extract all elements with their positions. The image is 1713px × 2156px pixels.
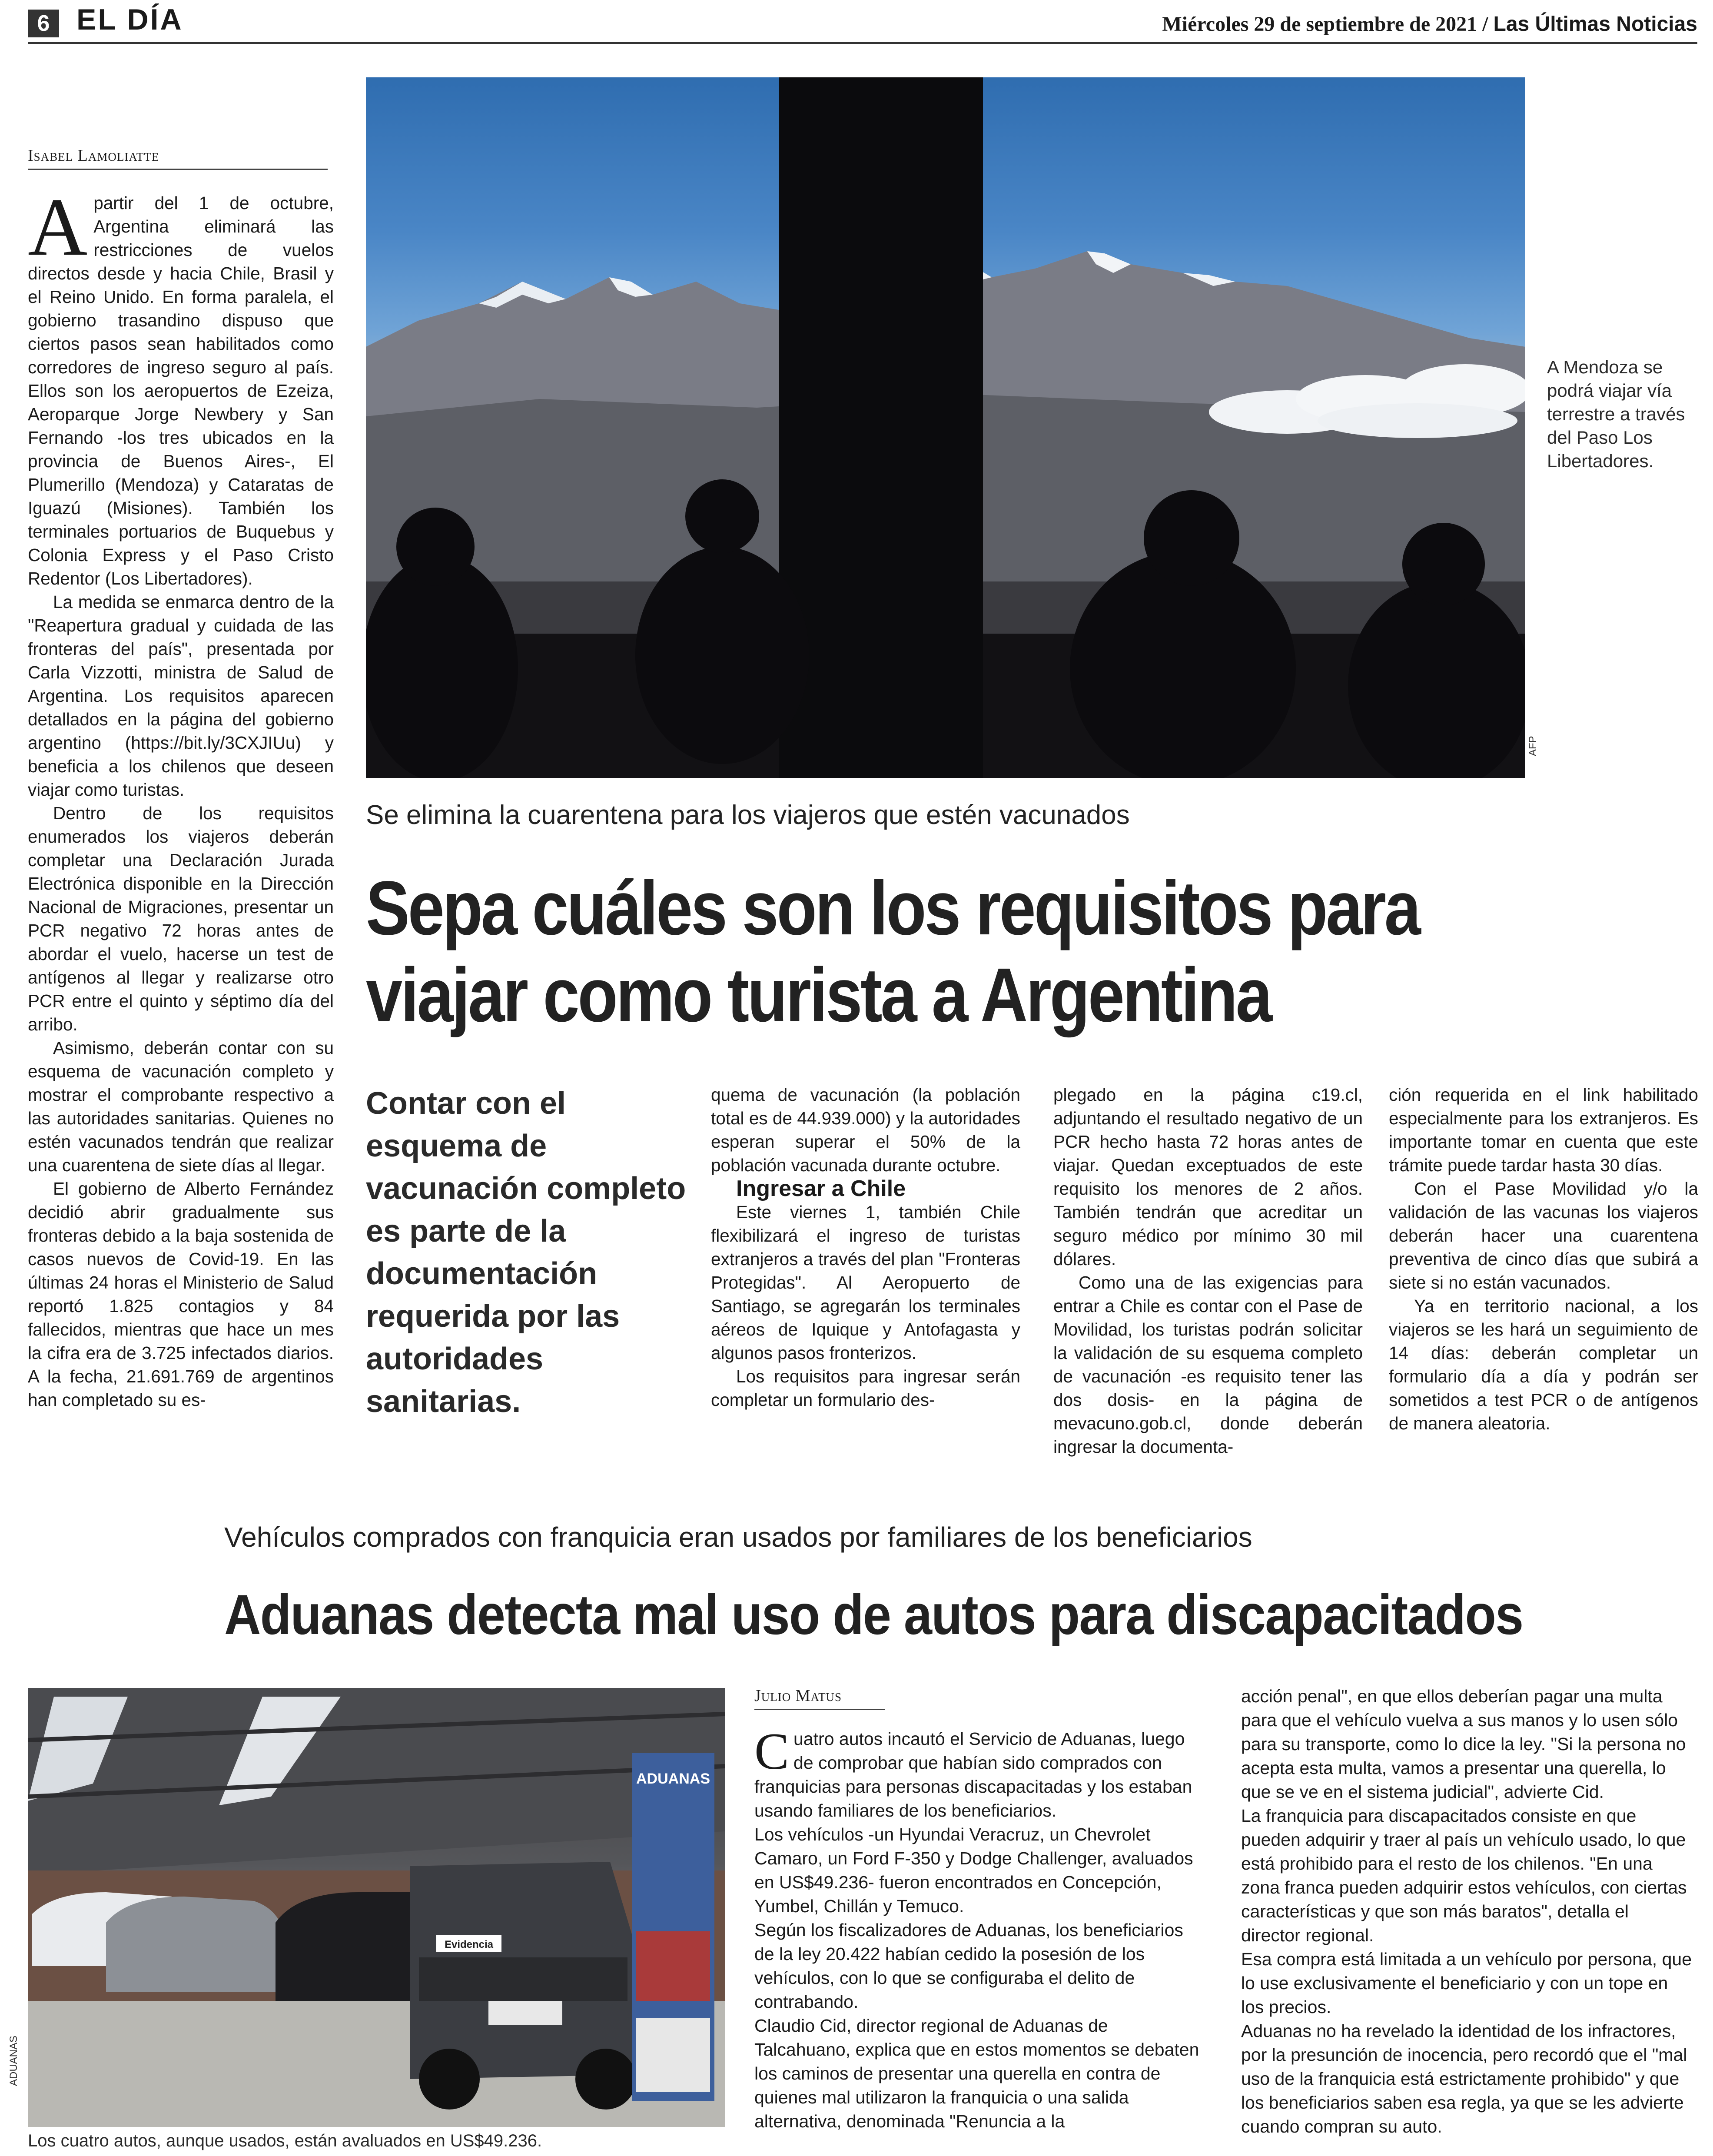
headline-2: Aduanas detecta mal uso de autos para discapacitados (224, 1583, 1523, 1646)
aduanas-photo (28, 1688, 725, 2127)
paragraph: uatro autos incautó el Servicio de Aduanas, luego de comprobar que habían sido comprados con franquicias para personas discapacitadas y los estaban usando familiares de los beneficiarios. (754, 1729, 1192, 1820)
paragraph: La medida se enmarca dentro de la "Reapertura gradual y cuidada de las fronteras del país", presentada por Carla Vizzotti, ministra de Salud de Argentina. Los requisitos aparecen detallados en la página del gobierno argentino (https://bit.ly/3CXJIUu) y beneficia a los chilenos que deseen viajar como turistas. (28, 592, 334, 800)
paragraph: Esa compra está limitada a un vehículo por persona, que lo use exclusivamente el beneficiario y con un tope en los precios. (1241, 1949, 1692, 2017)
mountain-scene (366, 77, 1525, 778)
paragraph: Los requisitos para ingresar serán completar un formulario des- (711, 1366, 1020, 1410)
pull-quote: Contar con el esquema de vacunación completo es parte de la documentación requerida por las autoridades sanitarias. (366, 1086, 686, 1419)
paragraph: plegado en la página c19.cl, adjuntando el resultado negativo de un PCR hecho hasta 72 horas antes de viajar. Quedan exceptuados de este requisito los menores de 2 años. También tendrán que acreditar un seguro médico por mínimo 30 mil dólares. (1053, 1085, 1363, 1269)
section-title: EL DÍA (76, 3, 183, 36)
drop-cap: A (28, 182, 88, 273)
article-column-5 (754, 1722, 1206, 2133)
kicker: Se elimina la cuarentena para los viajeros que estén vacunados (366, 800, 1130, 830)
paragraph: Ya en territorio nacional, a los viajeros se les hará un seguimiento de 14 días: deberán completar un formulario día a día y podrán ser sometidos a test PCR o de antígenos de manera aleatoria. (1389, 1296, 1698, 1433)
paragraph: Dentro de los requisitos enumerados los viajeros deberán completar una Declaración Jurada Electrónica disponible en la Dirección Nacional de Migraciones, presentar un PCR negativo 72 horas antes de abordar el vuelo, hacerse un test de antígenos al llegar y realizarse otro PCR entre el quinto y séptimo día del arribo. (28, 803, 334, 1034)
paragraph: ción requerida en el link habilitado especialmente para los extranjeros. Es importante tomar en cuenta que este trámite puede tardar hasta 30 días. (1389, 1085, 1698, 1175)
article-column-6 (1241, 1684, 1693, 2139)
headline (366, 865, 1562, 1039)
photo-caption: A Mendoza se podrá viajar vía terrestre a través del Paso Los Libertadores. (1547, 357, 1685, 471)
paragraph: La franquicia para discapacitados consiste en que pueden adquirir y traer al país un vehículo usado, lo que está prohibido para el resto de los chilenos. "En una zona franca pueden adquirir estos vehículos, con ciertas características y que son más baratos", detalla el director regional. (1241, 1806, 1687, 1945)
dateline-separator: / (1482, 13, 1488, 36)
subheading: Ingresar a Chile (736, 1176, 906, 1201)
paragraph: quema de vacunación (la población total es de 44.939.000) y la autoridades esperan superar el 50% de la población vacunada durante octubre. (711, 1085, 1020, 1175)
paragraph: Este viernes 1, también Chile flexibilizará el ingreso de turistas extranjeros a través del plan "Fronteras Protegidas". Al Aeropuerto de Santiago, se agregarán los terminales aéreos de Iquique y Antofagasta y algunos pasos fronterizos. (711, 1202, 1020, 1363)
paragraph: Aduanas no ha revelado la identidad de los infractores, por la presunción de inocencia, pero recordó que el "mal uso de la franquicia está estrictamente prohibido" y que los beneficiarios saben esa regla, ya que se les advierte cuando compran su auto. (1241, 2021, 1687, 2136)
byline: Isabel Lamoliatte (28, 146, 328, 170)
article-column-2 (711, 1083, 1020, 1412)
paragraph: Los vehículos -un Hyundai Veracruz, un Chevrolet Camaro, un Ford F-350 y Dodge Challenger, avaluados en US$49.236- fueron encontrados en Concepción, Yumbel, Chillán y Temuco. (754, 1824, 1193, 1916)
dateline (1162, 12, 1697, 36)
issue-date: Miércoles 29 de septiembre de 2021 (1162, 13, 1477, 36)
paragraph: acción penal", en que ellos deberían pagar una multa para que el vehículo vuelva a sus manos y lo usen sólo para su transporte, como lo dice la ley. "Si la persona no acepta esta multa, vamos a presentar una querella, lo que se ve en el sistema judicial", advierte Cid. (1241, 1686, 1686, 1802)
paragraph: Con el Pase Movilidad y/o la validación de las vacunas los viajeros deberán hacer una cuarentena preventiva de cinco días que subirá a siete si no están vacunados. (1389, 1179, 1698, 1292)
photo-credit-2: ADUANAS (8, 2035, 20, 2086)
headline-line: viajar como turista a Argentina (366, 953, 1271, 1038)
photo-caption-2: Los cuatro autos, aunque usados, están avaluados en US$49.236. (28, 2131, 542, 2150)
publication-name: Las Últimas Noticias (1493, 13, 1697, 36)
paragraph: Según los fiscalizadores de Aduanas, los beneficiarios de la ley 20.422 habían cedido la posesión de los vehículos, con lo que se configuraba el delito de contrabando. (754, 1920, 1183, 2012)
paragraph: Claudio Cid, director regional de Aduanas de Talcahuano, explica que en estos momentos se debaten los caminos de presentar una querella en contra de quienes mal utilizaron la franquicia o una salida alternativa, denominada "Renuncia a la (754, 2016, 1199, 2131)
photo-sign: Evidencia (444, 1939, 494, 1950)
header-rule (28, 42, 1697, 44)
page-number: 6 (28, 10, 59, 37)
warehouse-scene (28, 1688, 725, 2127)
article-column-4 (1389, 1083, 1698, 1435)
photo-banner: ADUANAS (636, 1771, 710, 1787)
headline-line: Sepa cuáles son los requisitos para (366, 866, 1419, 951)
paragraph: Como una de las exigencias para entrar a Chile es contar con el Pase de Movilidad, los turistas podrán solicitar la validación de su esquema completo de vacunación -es requisito tener las dos dosis- en la página de mevacuno.gob.cl, donde deberán ingresar la documenta- (1053, 1272, 1363, 1457)
paragraph: partir del 1 de octubre, Argentina eliminará las restricciones de vuelos directos desde y hacia Chile, Brasil y el Reino Unido. En forma paralela, el gobierno trasandino dispuso que ciertos pasos sean habilitados como corredores de ingreso seguro al país. Ellos son los aeropuertos de Ezeiza, Aeroparque Jorge Newbery y San Fernando -los tres ubicados en la provincia de Buenos Aires-, El Plumerillo (Mendoza) y Cataratas de Iguazú (Misiones). También los terminales portuarios de Buquebus y Colonia Express y el Paso Cristo Redentor (Los Libertadores). (28, 193, 334, 588)
mendoza-photo (366, 77, 1525, 778)
article-column-3 (1053, 1083, 1363, 1458)
drop-cap-2: C (754, 1722, 790, 1780)
paragraph: El gobierno de Alberto Fernández decidió abrir gradualmente sus fronteras debido a la baja sostenida de casos nuevos de Covid-19. En las últimas 24 horas el Ministerio de Salud reportó 1.825 contagios y 84 fallecidos, mientras que hace un mes la cifra era de 3.725 infectados diarios. A la fecha, 21.691.769 de argentinos han completado su es- (28, 1179, 334, 1410)
kicker-2: Vehículos comprados con franquicia eran usados por familiares de los beneficiarios (224, 1521, 1252, 1553)
paragraph: Asimismo, deberán contar con su esquema de vacunación completo y mostrar el comprobante respectivo a las autoridades sanitarias. Quienes no estén vacunados tendrán que realizar una cuarentena de siete días al llegar. (28, 1038, 334, 1175)
photo-credit: AFP (1527, 736, 1539, 756)
byline-2: Julio Matus (754, 1686, 885, 1710)
article-column-1 (28, 182, 334, 1412)
